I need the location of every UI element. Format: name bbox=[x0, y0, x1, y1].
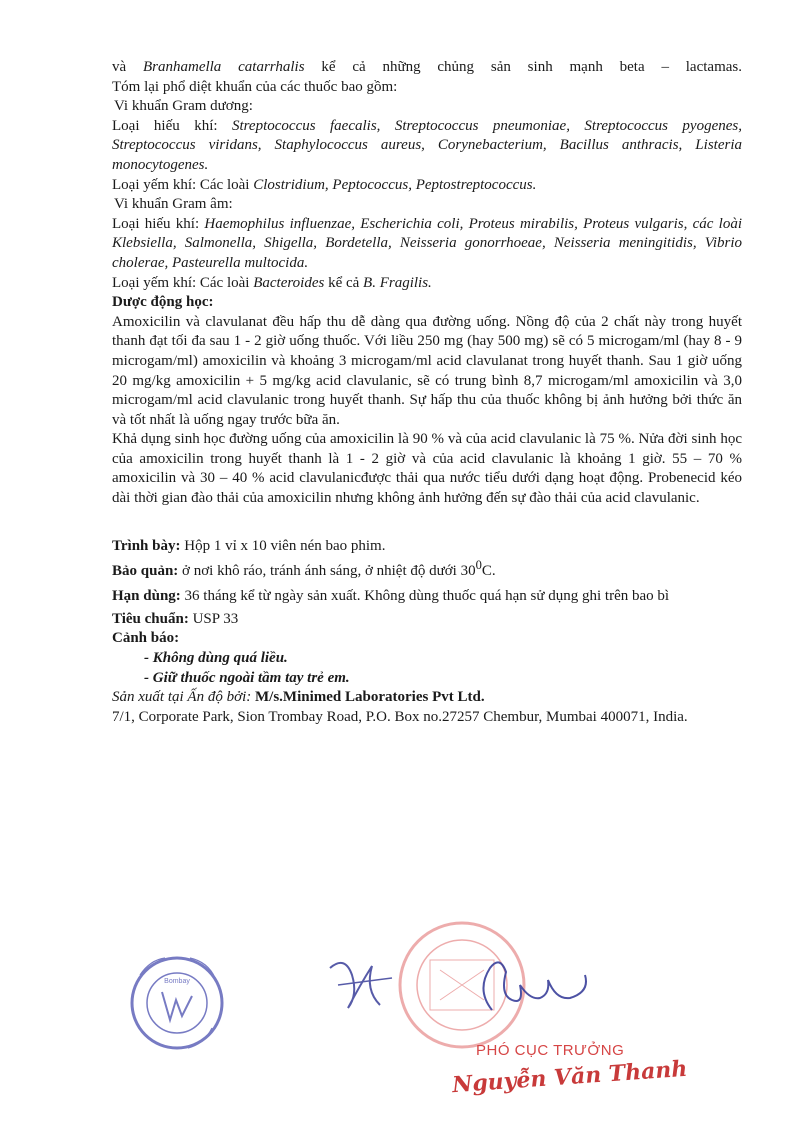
pharmacokinetics-heading: Dược động học: bbox=[112, 294, 214, 311]
standard-line: Tiêu chuẩn: USP 33 bbox=[112, 610, 239, 627]
signature-name: Nguyễn Văn Thanh bbox=[451, 1055, 689, 1099]
manufacturer-signature-icon bbox=[330, 963, 392, 1008]
gram-negative-title: Vi khuẩn Gram âm: bbox=[114, 196, 233, 213]
signature-title: PHÓ CỤC TRƯỞNG bbox=[476, 1042, 625, 1059]
pharmacokinetics-paragraph-2: Khả dụng sinh học đường uống của amoxicilin là 90 % và của acid clavulanic là 75 %. Nửa đời sinh học của amoxicilin trong huyết thanh là 1 - 2 giờ và của acid clavulanic là khoảng 1 giờ. 55 – 70 % amoxicilin và 30 – 40 % acid clavulanicđược thải qua nước tiểu dưới dạng hoạt động. Probenecid kéo dài thời gian đào thải của amoxicilin nhưng không ảnh hưởng đến sự đào thải của acid clavulanic. bbox=[112, 431, 742, 507]
warning-heading: Cảnh báo: bbox=[112, 630, 180, 647]
manufacturer-address: 7/1, Corporate Park, Sion Trombay Road, P.O. Box no.27257 Chembur, Mumbai 400071, India. bbox=[112, 708, 688, 725]
gram-positive-anaerobic: Loại yếm khí: Các loài Clostridium, Peptococcus, Peptostreptococcus. bbox=[112, 176, 537, 193]
manufacturer-line: Sản xuất tại Ấn độ bởi: M/s.Minimed Laboratories Pvt Ltd. bbox=[112, 689, 485, 706]
storage-line: Bảo quản: ở nơi khô ráo, tránh ánh sáng, ở nhiệt độ dưới $30^0C$. bbox=[112, 558, 496, 580]
document-body bbox=[112, 58, 742, 727]
gram-negative-aerobic: Loại hiếu khí: Haemophilus influenzae, Escherichia coli, Proteus mirabilis, Proteus vulgaris, các loài Klebsiella, Salmonella, Shigella, Bordetella, Neisseria gonorrhoeae, Neisseria meningitidis, Vibrio cholerae, Pasteurella multocida. bbox=[112, 215, 742, 271]
warning-item-2: - Giữ thuốc ngoài tầm tay trẻ em. bbox=[144, 669, 350, 686]
presentation-line: Trình bày: Hộp 1 vỉ x 10 viên nén bao phim. bbox=[112, 537, 386, 554]
spectrum-line-1: và Branhamella catarrhalis kể cả những chủng sản sinh mạnh beta – lactamas. bbox=[112, 59, 742, 75]
gram-positive-title: Vi khuẩn Gram dương: bbox=[114, 98, 253, 115]
shelf-life-line: Hạn dùng: 36 tháng kể từ ngày sản xuất. Không dùng thuốc quá hạn sử dụng ghi trên bao bì bbox=[112, 587, 670, 604]
company-stamp-icon bbox=[132, 958, 222, 1048]
gram-positive-aerobic: Loại hiếu khí: Streptococcus faecalis, Streptococcus pneumoniae, Streptococcus pyogenes, Streptococcus viridans, Staphylococcus aureus, Corynebacterium, Bacillus anthracis, Listeria monocytogenes. bbox=[112, 117, 742, 173]
official-red-stamp-icon bbox=[400, 923, 524, 1047]
gram-negative-anaerobic: Loại yếm khí: Các loài Bacteroides kể cả B. Fragilis. bbox=[112, 274, 432, 291]
spectrum-summary: Tóm lại phổ diệt khuẩn của các thuốc bao gồm: bbox=[112, 78, 398, 95]
pharmacokinetics-paragraph-1: Amoxicilin và clavulanat đều hấp thu dễ dàng qua đường uống. Nồng độ của 2 chất này trong huyết thanh đạt tối đa sau 1 - 2 giờ uống thuốc. Với liều 250 mg (hay 500 mg) sẽ có 5 microgam/ml (hay 8 - 9 microgam/ml) amoxicilin và khoảng 3 microgam/ml acid clavulanat trong huyết thanh. Sau 1 giờ uống 20 mg/kg amoxicilin + 5 mg/kg acid clavulanic, sẽ có trung bình 8,7 microgam/ml amoxicilin và 3,0 microgam/ml acid clavulanic trong huyết thanh. Sự hấp thu của thuốc không bị ảnh hưởng bởi thức ăn và tốt nhất là uống ngay trước bữa ăn. bbox=[112, 313, 742, 428]
official-signature-icon bbox=[483, 962, 586, 1010]
stamp-text: Bombay bbox=[164, 978, 190, 985]
warning-item-1: - Không dùng quá liều. bbox=[144, 650, 288, 667]
